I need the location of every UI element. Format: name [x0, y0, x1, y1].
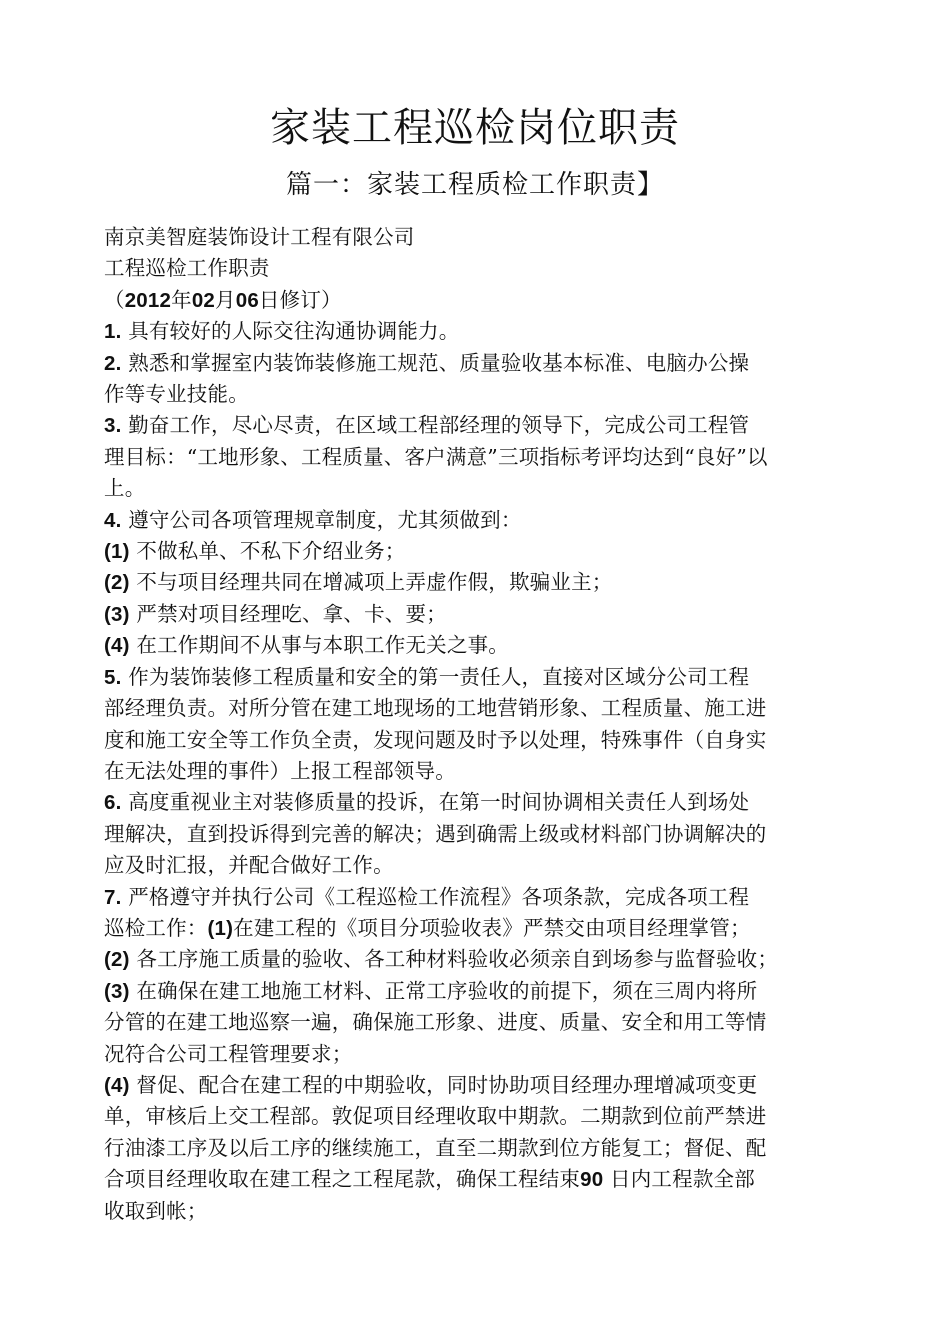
- sub-item-number: (3): [104, 979, 130, 1003]
- sub-item-number: (1): [207, 916, 234, 940]
- text-line: 度和施工安全等工作负全责，发现问题及时予以处理，特殊事件（自身实: [104, 727, 767, 752]
- item-number: 2.: [104, 351, 122, 375]
- sub-item: (3) 在确保在建工地施工材料、正常工序验收的前提下，须在三周内将所: [104, 978, 758, 1003]
- item-number: 3.: [104, 414, 122, 438]
- sub-item: (3) 严禁对项目经理吃、拿、卡、要；: [104, 601, 447, 626]
- sub-item-number: (2): [104, 571, 130, 595]
- item-number: 7.: [104, 885, 122, 909]
- text-line: 合项目经理收取在建工程之工程尾款，确保工程结束90 日内工程款全部: [104, 1167, 755, 1192]
- text-line: 理解决，直到投诉得到完善的解决；遇到确需上级或材料部门协调解决的: [104, 821, 767, 846]
- text-line: 在无法处理的事件）上报工程部领导。: [104, 758, 456, 783]
- sub-item: (2) 各工序施工质量的验收、各工种材料验收必须亲自到场参与监督验收；: [104, 947, 779, 972]
- sub-item-number: (2): [104, 948, 130, 972]
- item-number: 1.: [104, 320, 122, 344]
- sub-item: (4) 在工作期间不从事与本职工作无关之事。: [104, 633, 509, 658]
- text-line: 应及时汇报，并配合做好工作。: [104, 853, 394, 878]
- list-item: 2. 熟悉和掌握室内装饰装修施工规范、质量验收基本标准、电脑办公操: [104, 350, 750, 375]
- list-item: 4. 遵守公司各项管理规章制度，尤其须做到：: [104, 507, 522, 532]
- sub-item: (2) 不与项目经理共同在增减项上弄虚作假，欺骗业主；: [104, 570, 613, 595]
- text-line: 单，审核后上交工程部。敦促项目经理收取中期款。二期款到位前严禁进: [104, 1104, 767, 1129]
- revision-date: （2012年02月06日修订）: [104, 287, 342, 312]
- sub-item-number: (4): [104, 1073, 130, 1097]
- document-body: [104, 222, 852, 1227]
- item-number: 4.: [104, 508, 122, 532]
- sub-item-number: (1): [104, 540, 130, 564]
- sub-item: (1) 不做私单、不私下介绍业务；: [104, 539, 406, 564]
- list-item: 6. 高度重视业主对装修质量的投诉，在第一时间协调相关责任人到场处: [104, 790, 750, 815]
- text-line: 部经理负责。对所分管在建工地现场的工地营销形象、工程质量、施工进: [104, 696, 767, 721]
- list-item: 7. 严格遵守并执行公司《工程巡检工作流程》各项条款，完成各项工程: [104, 884, 750, 909]
- text-line: 分管的在建工地巡察一遍，确保施工形象、进度、质量、安全和用工等情: [104, 1010, 767, 1035]
- text-line: 作等专业技能。: [104, 382, 249, 407]
- text-line: 巡检工作：(1)在建工程的《项目分项验收表》严禁交由项目经理掌管；: [104, 915, 751, 940]
- document-title: 家装工程巡检岗位职责: [270, 105, 680, 151]
- doc-name: 工程巡检工作职责: [104, 256, 270, 281]
- item-number: 6.: [104, 791, 122, 815]
- document-subtitle: 篇一：家装工程质检工作职责】: [285, 170, 664, 200]
- sub-item-number: (4): [104, 634, 130, 658]
- list-item: 1. 具有较好的人际交往沟通协调能力。: [104, 319, 460, 344]
- sub-item-number: (3): [104, 602, 130, 626]
- sub-item: (4) 督促、配合在建工程的中期验收，同时协助项目经理办理增减项变更: [104, 1072, 758, 1097]
- text-line: 上。: [104, 476, 146, 501]
- text-line: 行油漆工序及以后工序的继续施工，直至二期款到位方能复工；督促、配: [104, 1135, 767, 1160]
- text-line: 收取到帐；: [104, 1198, 208, 1223]
- text-line: 况符合公司工程管理要求；: [104, 1041, 353, 1066]
- company-name: 南京美智庭装饰设计工程有限公司: [104, 225, 415, 249]
- list-item: 5. 作为装饰装修工程质量和安全的第一责任人，直接对区域分公司工程: [104, 664, 750, 689]
- item-number: 5.: [104, 665, 122, 689]
- list-item: 3. 勤奋工作，尽心尽责，在区域工程部经理的领导下，完成公司工程管: [104, 413, 750, 438]
- text-line: 理目标：“工地形象、工程质量、客户满意”三项指标考评均达到“良好”以: [104, 444, 768, 469]
